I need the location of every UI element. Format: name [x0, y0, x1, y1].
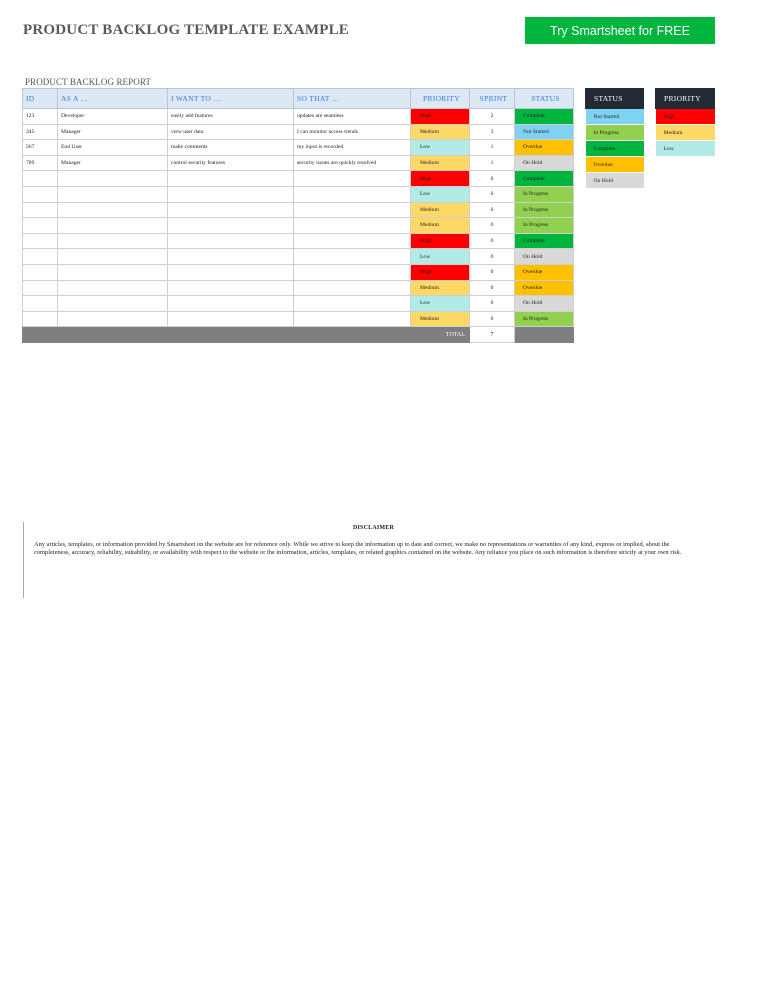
backlog-table	[22, 88, 574, 343]
priority-legend-item-low: Low	[656, 141, 715, 157]
as-a-cell[interactable]	[58, 280, 168, 296]
disclaimer-box	[23, 522, 723, 598]
so-that-cell[interactable]: I can monitor access trends	[294, 124, 411, 140]
so-that-cell[interactable]	[294, 311, 411, 327]
id-cell[interactable]	[23, 186, 58, 202]
table-row	[23, 311, 574, 327]
sprint-cell[interactable]: 0	[470, 311, 515, 327]
report-title: PRODUCT BACKLOG REPORT	[25, 77, 152, 87]
i-want-to-cell[interactable]	[168, 296, 294, 312]
table-row	[23, 109, 574, 125]
table-row	[23, 124, 574, 140]
sprint-cell[interactable]: 0	[470, 171, 515, 187]
priority-cell[interactable]: High	[411, 171, 470, 187]
i-want-to-cell[interactable]	[168, 186, 294, 202]
priority-cell[interactable]: Low	[411, 249, 470, 265]
priority-cell[interactable]: Medium	[411, 155, 470, 171]
table-header-row	[23, 89, 574, 109]
column-header-id[interactable]: ID	[23, 89, 58, 109]
sprint-cell[interactable]: 1	[470, 155, 515, 171]
status-cell[interactable]: Overdue	[515, 140, 574, 156]
as-a-cell[interactable]	[58, 186, 168, 202]
status-legend-table	[585, 88, 644, 189]
table-row	[23, 202, 574, 218]
status-cell[interactable]: Not Started	[515, 124, 574, 140]
column-header-i-want-to[interactable]: I WANT TO …	[168, 89, 294, 109]
priority-cell[interactable]: High	[411, 233, 470, 249]
so-that-cell[interactable]	[294, 280, 411, 296]
status-legend-item-overdue: Overdue	[586, 157, 644, 173]
status-cell[interactable]: In Progress	[515, 218, 574, 234]
as-a-cell[interactable]	[58, 233, 168, 249]
sprint-cell[interactable]: 0	[470, 296, 515, 312]
status-cell[interactable]: Overdue	[515, 264, 574, 280]
as-a-cell[interactable]: Manager	[58, 155, 168, 171]
priority-legend-title: PRIORITY	[656, 89, 715, 109]
priority-cell[interactable]: Medium	[411, 311, 470, 327]
table-row	[23, 155, 574, 171]
i-want-to-cell[interactable]: easily add features	[168, 109, 294, 125]
as-a-cell[interactable]	[58, 218, 168, 234]
as-a-cell[interactable]	[58, 202, 168, 218]
table-row	[23, 249, 574, 265]
sprint-cell[interactable]: 0	[470, 264, 515, 280]
i-want-to-cell[interactable]	[168, 202, 294, 218]
status-legend-item-in-progress: In Progress	[586, 125, 644, 141]
i-want-to-cell[interactable]	[168, 233, 294, 249]
id-cell[interactable]	[23, 264, 58, 280]
id-cell[interactable]: 567	[23, 140, 58, 156]
as-a-cell[interactable]	[58, 264, 168, 280]
column-header-priority[interactable]: PRIORITY	[411, 89, 470, 109]
id-cell[interactable]	[23, 296, 58, 312]
as-a-cell[interactable]	[58, 249, 168, 265]
sprint-cell[interactable]: 1	[470, 140, 515, 156]
so-that-cell[interactable]	[294, 264, 411, 280]
table-row	[23, 296, 574, 312]
status-cell[interactable]: Complete	[515, 109, 574, 125]
i-want-to-cell[interactable]	[168, 218, 294, 234]
id-cell[interactable]	[23, 280, 58, 296]
as-a-cell[interactable]	[58, 296, 168, 312]
i-want-to-cell[interactable]: make comments	[168, 140, 294, 156]
as-a-cell[interactable]: Manager	[58, 124, 168, 140]
total-row	[23, 327, 574, 343]
i-want-to-cell[interactable]	[168, 311, 294, 327]
sprint-cell[interactable]: 0	[470, 233, 515, 249]
priority-cell[interactable]: Low	[411, 186, 470, 202]
table-row	[23, 280, 574, 296]
priority-cell[interactable]: Low	[411, 140, 470, 156]
total-value[interactable]: 7	[470, 327, 515, 343]
status-cell[interactable]: On Hold	[515, 155, 574, 171]
priority-cell[interactable]: Low	[411, 296, 470, 312]
status-cell[interactable]: Overdue	[515, 280, 574, 296]
sprint-cell[interactable]: 0	[470, 202, 515, 218]
total-label: TOTAL	[23, 327, 470, 343]
table-row	[23, 171, 574, 187]
so-that-cell[interactable]	[294, 296, 411, 312]
priority-cell[interactable]: Medium	[411, 124, 470, 140]
status-cell[interactable]: On Hold	[515, 296, 574, 312]
column-header-as-a[interactable]: AS A …	[58, 89, 168, 109]
id-cell[interactable]	[23, 311, 58, 327]
so-that-cell[interactable]: my input is recorded	[294, 140, 411, 156]
so-that-cell[interactable]	[294, 186, 411, 202]
i-want-to-cell[interactable]	[168, 280, 294, 296]
so-that-cell[interactable]: updates are seamless	[294, 109, 411, 125]
column-header-sprint[interactable]: SPRINT	[470, 89, 515, 109]
i-want-to-cell[interactable]	[168, 171, 294, 187]
id-cell[interactable]: 345	[23, 124, 58, 140]
status-cell[interactable]: In Progress	[515, 311, 574, 327]
i-want-to-cell[interactable]	[168, 249, 294, 265]
priority-cell[interactable]: Medium	[411, 280, 470, 296]
priority-legend-item-high: High	[656, 109, 715, 125]
priority-cell[interactable]: High	[411, 264, 470, 280]
try-smartsheet-button[interactable]: Try Smartsheet for FREE	[525, 17, 715, 44]
status-cell[interactable]: In Progress	[515, 202, 574, 218]
status-legend-item-not-started: Not Started	[586, 109, 644, 125]
sprint-cell[interactable]: 0	[470, 249, 515, 265]
sprint-cell[interactable]: 0	[470, 218, 515, 234]
so-that-cell[interactable]	[294, 202, 411, 218]
i-want-to-cell[interactable]	[168, 264, 294, 280]
status-cell[interactable]: Complete	[515, 233, 574, 249]
table-row	[23, 218, 574, 234]
disclaimer-title: DISCLAIMER	[352, 525, 394, 531]
table-row	[23, 140, 574, 156]
so-that-cell[interactable]	[294, 171, 411, 187]
status-legend-item-on-hold: On Hold	[586, 173, 644, 189]
table-row	[23, 233, 574, 249]
so-that-cell[interactable]	[294, 233, 411, 249]
column-header-so-that[interactable]: SO THAT …	[294, 89, 411, 109]
status-cell[interactable]: In Progress	[515, 186, 574, 202]
id-cell[interactable]	[23, 233, 58, 249]
table-row	[23, 186, 574, 202]
id-cell[interactable]	[23, 171, 58, 187]
id-cell[interactable]	[23, 218, 58, 234]
i-want-to-cell[interactable]: view user data	[168, 124, 294, 140]
as-a-cell[interactable]	[58, 311, 168, 327]
as-a-cell[interactable]: End User	[58, 140, 168, 156]
so-that-cell[interactable]: security issues are quickly resolved	[294, 155, 411, 171]
so-that-cell[interactable]	[294, 249, 411, 265]
sprint-cell[interactable]: 0	[470, 186, 515, 202]
priority-cell[interactable]: Medium	[411, 202, 470, 218]
column-header-status[interactable]: STATUS	[515, 89, 574, 109]
page-title: PRODUCT BACKLOG TEMPLATE EXAMPLE	[23, 22, 350, 38]
id-cell[interactable]: 789	[23, 155, 58, 171]
status-legend-title: STATUS	[586, 89, 644, 109]
id-cell[interactable]	[23, 202, 58, 218]
i-want-to-cell[interactable]: control security features	[168, 155, 294, 171]
total-status-cell	[515, 327, 574, 343]
priority-legend-table	[655, 88, 715, 157]
so-that-cell[interactable]	[294, 218, 411, 234]
as-a-cell[interactable]	[58, 171, 168, 187]
priority-legend-item-medium: Medium	[656, 125, 715, 141]
status-cell[interactable]: Complete	[515, 171, 574, 187]
status-cell[interactable]: On Hold	[515, 249, 574, 265]
status-legend-item-complete: Complete	[586, 141, 644, 157]
sprint-cell[interactable]: 3	[470, 124, 515, 140]
priority-cell[interactable]: High	[411, 109, 470, 125]
id-cell[interactable]	[23, 249, 58, 265]
disclaimer-text: Any articles, templates, or information provided by Smartsheet on the website are for reference only. While we strive to keep the information up to date and correct, we make no representations or warranties of any kind, express or implied, about the completeness, accuracy, reliability, suitability, or availability with respect to the website or the information, articles, templates, or related graphics contained on the website. Any reliance you place on such information is therefore strictly at your own risk.	[34, 541, 682, 557]
table-row	[23, 264, 574, 280]
as-a-cell[interactable]: Developer	[58, 109, 168, 125]
id-cell[interactable]: 123	[23, 109, 58, 125]
sprint-cell[interactable]: 2	[470, 109, 515, 125]
priority-cell[interactable]: Medium	[411, 218, 470, 234]
sprint-cell[interactable]: 0	[470, 280, 515, 296]
